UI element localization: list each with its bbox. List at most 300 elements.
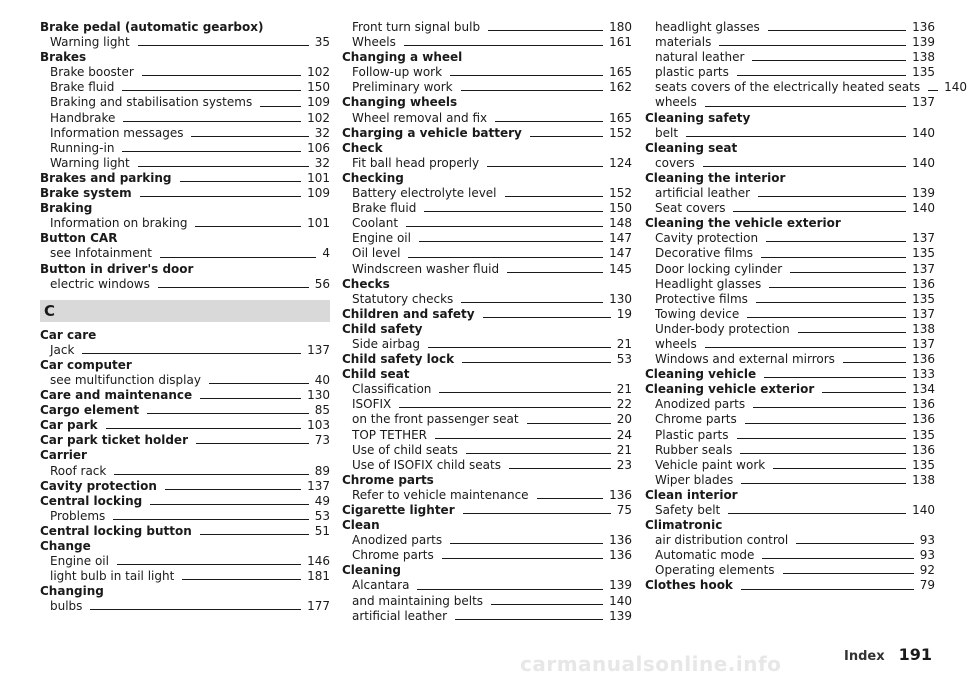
- entry-term: Charging a vehicle battery: [342, 125, 522, 140]
- entry-page-number: 150: [609, 201, 632, 216]
- entry-term: Classification: [352, 382, 432, 397]
- entry-page-number: 53: [314, 508, 330, 523]
- entry-term: electric windows: [50, 276, 150, 291]
- leader-line: [758, 196, 906, 197]
- index-heading: Car computer: [40, 357, 132, 372]
- page-footer: [844, 645, 932, 664]
- index-entry-sub[interactable]: [645, 292, 935, 307]
- entry-page-number: 23: [616, 457, 632, 472]
- entry-term: Use of ISOFIX child seats: [352, 457, 501, 472]
- index-entry-sub[interactable]: [645, 156, 935, 171]
- index-heading: Cleaning safety: [645, 110, 751, 125]
- entry-term: Cargo element: [40, 403, 140, 418]
- index-entry-main[interactable]: [645, 382, 935, 397]
- leader-line: [766, 241, 906, 242]
- index-entry-sub[interactable]: [342, 35, 632, 50]
- leader-line: [450, 543, 603, 544]
- index-entry-sub[interactable]: [40, 95, 330, 110]
- entry-term: Brakes and parking: [40, 170, 172, 185]
- entry-term: Oil level: [352, 246, 401, 261]
- entry-term: Use of child seats: [352, 442, 458, 457]
- entry-term: Brake fluid: [50, 80, 115, 95]
- leader-line: [406, 226, 603, 227]
- leader-line: [686, 136, 906, 137]
- entry-page-number: 145: [609, 261, 632, 276]
- entry-page-number: 135: [912, 457, 935, 472]
- leader-line: [509, 468, 611, 469]
- entry-term: Rubber seals: [655, 442, 733, 457]
- entry-term: seats covers of the electrically heated seats: [655, 80, 921, 95]
- index-entry-sub[interactable]: [645, 65, 935, 80]
- index-entry-sub[interactable]: [645, 20, 935, 35]
- leader-line: [138, 166, 309, 167]
- leader-line: [439, 392, 610, 393]
- index-column-1: [40, 20, 330, 614]
- index-entry-sub[interactable]: [40, 554, 330, 569]
- leader-line: [747, 317, 906, 318]
- index-entry-sub[interactable]: [342, 80, 632, 95]
- leader-line: [491, 604, 603, 605]
- index-heading: Changing a wheel: [342, 50, 463, 65]
- index-entry-sub[interactable]: [342, 20, 632, 35]
- entry-page-number: 161: [609, 35, 632, 50]
- leader-line: [719, 45, 906, 46]
- index-entry-sub[interactable]: [645, 503, 935, 518]
- leader-line: [733, 211, 906, 212]
- entry-term: see multifunction display: [50, 372, 201, 387]
- index-heading: Cleaning: [342, 563, 401, 578]
- index-entry-sub[interactable]: [645, 337, 935, 352]
- page-number: 191: [898, 645, 932, 664]
- entry-page-number: 109: [307, 186, 330, 201]
- index-entry-sub[interactable]: [645, 277, 935, 292]
- index-entry-sub[interactable]: [342, 246, 632, 261]
- leader-line: [461, 90, 603, 91]
- entry-page-number: 133: [912, 367, 935, 382]
- entry-term: Operating elements: [655, 563, 775, 578]
- entry-term: materials: [655, 35, 712, 50]
- entry-term: Roof rack: [50, 463, 107, 478]
- entry-term: Anodized parts: [655, 397, 746, 412]
- leader-line: [209, 383, 309, 384]
- index-entry-sub[interactable]: [645, 412, 935, 427]
- entry-term: Wheel removal and fix: [352, 110, 488, 125]
- leader-line: [142, 75, 301, 76]
- entry-term: Preliminary work: [352, 80, 453, 95]
- index-entry-sub[interactable]: [645, 262, 935, 277]
- entry-page-number: 138: [912, 50, 935, 65]
- index-entry-sub[interactable]: [342, 186, 632, 201]
- leader-line: [106, 428, 302, 429]
- entry-term: Child safety lock: [342, 352, 455, 367]
- entry-term: Brake fluid: [352, 201, 417, 216]
- entry-page-number: 136: [609, 533, 632, 548]
- leader-line: [123, 121, 301, 122]
- entry-page-number: 106: [307, 140, 330, 155]
- leader-line: [728, 513, 906, 514]
- entry-term: Windows and external mirrors: [655, 352, 835, 367]
- entry-page-number: 130: [609, 291, 632, 306]
- entry-term: Battery electrolyte level: [352, 186, 497, 201]
- entry-page-number: 148: [609, 216, 632, 231]
- entry-page-number: 139: [912, 186, 935, 201]
- leader-line: [790, 272, 906, 273]
- entry-page-number: 53: [616, 352, 632, 367]
- index-entry-sub[interactable]: [342, 397, 632, 412]
- index-entry-main[interactable]: [645, 367, 935, 382]
- leader-line: [404, 45, 603, 46]
- leader-line: [82, 353, 301, 354]
- leader-line: [768, 30, 906, 31]
- entry-term: and maintaining belts: [352, 593, 484, 608]
- entry-page-number: 140: [912, 125, 935, 140]
- entry-page-number: 147: [609, 231, 632, 246]
- entry-page-number: 136: [609, 487, 632, 502]
- leader-line: [783, 573, 914, 574]
- entry-page-number: 177: [307, 599, 330, 614]
- index-entry-sub[interactable]: [645, 95, 935, 110]
- entry-page-number: 138: [912, 321, 935, 336]
- index-entry-main[interactable]: [342, 352, 632, 367]
- leader-line: [428, 347, 611, 348]
- leader-line: [461, 302, 603, 303]
- entry-page-number: 137: [912, 336, 935, 351]
- index-entry-sub[interactable]: [645, 80, 967, 95]
- entry-page-number: 32: [314, 125, 330, 140]
- entry-page-number: 181: [307, 569, 330, 584]
- index-entry-sub[interactable]: [40, 464, 330, 479]
- entry-term: Wheels: [352, 35, 396, 50]
- index-entry-sub[interactable]: [645, 307, 935, 322]
- entry-term: Central locking button: [40, 523, 192, 538]
- index-entry-sub[interactable]: [40, 111, 330, 126]
- entry-term: Warning light: [50, 155, 130, 170]
- index-heading: Clean interior: [645, 487, 738, 502]
- leader-line: [442, 558, 603, 559]
- entry-term: Decorative films: [655, 246, 754, 261]
- entry-page-number: 140: [912, 503, 935, 517]
- index-entry-sub[interactable]: [645, 246, 935, 261]
- index-entry-main[interactable]: [342, 503, 632, 518]
- index-entry-sub[interactable]: [645, 397, 935, 412]
- index-entry-sub[interactable]: [645, 458, 935, 473]
- index-entry-sub[interactable]: [645, 35, 935, 50]
- leader-line: [260, 106, 301, 107]
- index-entry-sub[interactable]: [645, 352, 935, 367]
- entry-term: artificial leather: [655, 186, 751, 201]
- index-entry-sub[interactable]: [40, 373, 330, 388]
- index-entry-sub[interactable]: [645, 443, 935, 458]
- index-heading: Cleaning the interior: [645, 170, 786, 185]
- entry-term: Cavity protection: [40, 478, 157, 493]
- index-entry-sub[interactable]: [342, 156, 632, 171]
- index-entry-sub[interactable]: [342, 458, 632, 473]
- entry-page-number: 136: [912, 412, 935, 427]
- index-entry-sub[interactable]: [342, 428, 632, 443]
- leader-line: [703, 166, 906, 167]
- entry-term: air distribution control: [655, 533, 789, 548]
- index-entry-main[interactable]: [40, 388, 330, 403]
- leader-line: [530, 136, 603, 137]
- index-entry-sub[interactable]: [645, 322, 935, 337]
- index-entry-sub[interactable]: [645, 473, 935, 488]
- index-heading: Child seat: [342, 367, 410, 382]
- leader-line: [182, 579, 301, 580]
- entry-page-number: 137: [912, 261, 935, 276]
- leader-line: [507, 272, 603, 273]
- index-entry-sub[interactable]: [342, 111, 632, 126]
- entry-page-number: 20: [616, 412, 632, 427]
- index-entry-main[interactable]: [40, 418, 330, 433]
- index-entry-main[interactable]: [342, 126, 632, 141]
- index-entry-sub[interactable]: [342, 231, 632, 246]
- entry-term: Jack: [50, 342, 75, 357]
- index-entry-main[interactable]: [40, 171, 330, 186]
- entry-page-number: 136: [912, 352, 935, 367]
- leader-line: [796, 543, 913, 544]
- leader-line: [417, 589, 603, 590]
- entry-term: Braking and stabilisation systems: [50, 95, 253, 110]
- entry-page-number: 22: [616, 397, 632, 412]
- index-heading: Changing: [40, 584, 104, 599]
- leader-line: [150, 504, 308, 505]
- entry-term: Safety belt: [655, 503, 721, 517]
- entry-term: wheels: [655, 336, 697, 351]
- entry-term: Care and maintenance: [40, 388, 193, 403]
- entry-page-number: 136: [609, 548, 632, 563]
- leader-line: [165, 489, 301, 490]
- entry-term: Engine oil: [50, 554, 109, 569]
- leader-line: [705, 106, 906, 107]
- entry-page-number: 140: [912, 155, 935, 170]
- entry-page-number: 85: [314, 403, 330, 418]
- entry-page-number: 137: [307, 342, 330, 357]
- leader-line: [741, 483, 906, 484]
- entry-term: Engine oil: [352, 231, 411, 246]
- entry-page-number: 135: [912, 246, 935, 261]
- leader-line: [113, 519, 308, 520]
- index-heading: Brakes: [40, 50, 87, 65]
- index-entry-main[interactable]: [40, 433, 330, 448]
- index-heading: Climatronic: [645, 518, 723, 533]
- entry-term: natural leather: [655, 50, 745, 65]
- index-heading: Button CAR: [40, 231, 118, 246]
- index-entry-sub[interactable]: [645, 126, 935, 141]
- leader-line: [117, 564, 301, 565]
- entry-page-number: 135: [912, 291, 935, 306]
- index-heading: Carrier: [40, 448, 87, 463]
- index-entry-sub[interactable]: [645, 50, 935, 65]
- leader-line: [745, 423, 906, 424]
- index-entry-sub[interactable]: [645, 231, 935, 246]
- leader-line: [761, 257, 906, 258]
- entry-term: Seat covers: [655, 201, 726, 216]
- entry-page-number: 130: [307, 388, 330, 403]
- entry-page-number: 124: [609, 155, 632, 170]
- leader-line: [180, 181, 302, 182]
- index-column-3: [645, 20, 967, 594]
- index-heading: Change: [40, 539, 91, 553]
- leader-line: [764, 377, 906, 378]
- leader-line: [200, 534, 309, 535]
- footer-label: Index: [843, 649, 885, 664]
- leader-line: [483, 317, 611, 318]
- entry-term: Chrome parts: [655, 412, 737, 427]
- index-entry-sub[interactable]: [40, 509, 330, 524]
- index-entry-main[interactable]: [40, 479, 330, 494]
- entry-term: Front turn signal bulb: [352, 20, 481, 34]
- entry-term: Information messages: [50, 125, 184, 140]
- index-entry-sub[interactable]: [342, 412, 632, 427]
- entry-page-number: 134: [912, 382, 935, 397]
- entry-page-number: 137: [307, 478, 330, 493]
- entry-term: Side airbag: [352, 336, 420, 351]
- index-entry-sub[interactable]: [645, 563, 935, 578]
- index-entry-sub[interactable]: [40, 246, 330, 261]
- entry-page-number: 101: [307, 216, 330, 231]
- entry-term: Anodized parts: [352, 533, 443, 548]
- entry-term: Statutory checks: [352, 291, 454, 306]
- leader-line: [769, 287, 906, 288]
- entry-page-number: 180: [609, 20, 632, 34]
- index-entry-sub[interactable]: [645, 186, 935, 201]
- section-letter-header: C: [40, 300, 330, 322]
- entry-term: covers: [655, 155, 695, 170]
- leader-line: [419, 241, 603, 242]
- leader-line: [90, 609, 301, 610]
- index-entry-main[interactable]: [40, 524, 330, 539]
- index-entry-main[interactable]: [645, 578, 935, 593]
- index-entry-sub[interactable]: [342, 216, 632, 231]
- leader-line: [435, 438, 611, 439]
- index-entry-sub[interactable]: [40, 343, 330, 358]
- index-entry-sub[interactable]: [40, 35, 330, 50]
- index-entry-sub[interactable]: [342, 548, 632, 563]
- leader-line: [773, 468, 906, 469]
- index-entry-sub[interactable]: [342, 201, 632, 216]
- entry-page-number: 73: [314, 433, 330, 448]
- leader-line: [158, 287, 309, 288]
- index-entry-main[interactable]: [342, 307, 632, 322]
- entry-term: Brake booster: [50, 65, 134, 80]
- leader-line: [822, 392, 906, 393]
- entry-page-number: 4: [322, 246, 330, 261]
- entry-page-number: 138: [912, 472, 935, 487]
- index-entry-sub[interactable]: [40, 80, 330, 95]
- index-entry-sub[interactable]: [40, 65, 330, 80]
- index-entry-sub[interactable]: [342, 443, 632, 458]
- entry-page-number: 165: [609, 65, 632, 80]
- entry-term: Handbrake: [50, 110, 116, 125]
- entry-page-number: 24: [616, 427, 632, 442]
- index-heading: Checks: [342, 276, 390, 291]
- index-entry-sub[interactable]: [342, 533, 632, 548]
- leader-line: [408, 257, 603, 258]
- index-entry-sub[interactable]: [342, 488, 632, 503]
- index-column-2: [342, 20, 632, 624]
- entry-page-number: 140: [944, 80, 967, 95]
- entry-term: belt: [655, 125, 679, 140]
- index-heading: Braking: [40, 201, 93, 216]
- entry-term: Cigarette lighter: [342, 503, 455, 517]
- index-entry-sub[interactable]: [645, 428, 935, 443]
- index-heading: Changing wheels: [342, 95, 458, 110]
- index-entry-sub[interactable]: [40, 156, 330, 171]
- index-heading: Check: [342, 140, 383, 155]
- index-entry-sub[interactable]: [342, 337, 632, 352]
- index-entry-sub[interactable]: [645, 533, 935, 548]
- leader-line: [424, 211, 603, 212]
- leader-line: [705, 347, 906, 348]
- entry-term: on the front passenger seat: [352, 412, 519, 427]
- entry-page-number: 40: [314, 372, 330, 387]
- entry-page-number: 152: [609, 186, 632, 201]
- index-entry-sub[interactable]: [645, 201, 935, 216]
- leader-line: [752, 60, 906, 61]
- entry-term: Towing device: [655, 306, 740, 321]
- leader-line: [195, 226, 301, 227]
- entry-term: light bulb in tail light: [50, 569, 175, 584]
- leader-line: [466, 453, 611, 454]
- index-entry-sub[interactable]: [40, 141, 330, 156]
- leader-line: [798, 332, 906, 333]
- leader-line: [450, 75, 603, 76]
- entry-page-number: 89: [314, 463, 330, 478]
- leader-line: [527, 423, 611, 424]
- entry-term: Plastic parts: [655, 427, 729, 442]
- index-heading: Car care: [40, 327, 97, 342]
- index-entry-sub[interactable]: [342, 382, 632, 397]
- leader-line: [122, 90, 301, 91]
- leader-line: [200, 398, 301, 399]
- entry-term: Problems: [50, 508, 106, 523]
- index-entry-sub[interactable]: [342, 262, 632, 277]
- entry-page-number: 102: [307, 65, 330, 80]
- entry-term: Cavity protection: [655, 231, 759, 246]
- entry-term: ISOFIX: [352, 397, 392, 412]
- index-heading: Checking: [342, 170, 404, 185]
- index-entry-main[interactable]: [40, 403, 330, 418]
- index-entry-sub[interactable]: [342, 292, 632, 307]
- index-entry-sub[interactable]: [40, 569, 330, 584]
- index-entry-sub[interactable]: [40, 126, 330, 141]
- index-entry-sub[interactable]: [342, 594, 632, 609]
- index-entry-main[interactable]: [40, 494, 330, 509]
- entry-term: TOP TETHER: [352, 427, 428, 442]
- entry-term: Running-in: [50, 140, 115, 155]
- index-entry-sub[interactable]: [645, 548, 935, 563]
- entry-term: Door locking cylinder: [655, 261, 783, 276]
- entry-page-number: 21: [616, 336, 632, 351]
- index-heading: Chrome parts: [342, 472, 434, 487]
- leader-line: [843, 362, 906, 363]
- index-entry-sub[interactable]: [40, 277, 330, 292]
- entry-page-number: 140: [609, 593, 632, 608]
- entry-page-number: 139: [912, 35, 935, 50]
- index-entry-main[interactable]: [40, 186, 330, 201]
- entry-term: Car park ticket holder: [40, 433, 188, 448]
- leader-line: [537, 498, 604, 499]
- index-entry-sub[interactable]: [342, 65, 632, 80]
- index-entry-sub[interactable]: [40, 599, 330, 614]
- index-heading: Cleaning seat: [645, 140, 738, 155]
- entry-page-number: 135: [912, 427, 935, 442]
- index-entry-sub[interactable]: [342, 578, 632, 593]
- leader-line: [488, 30, 603, 31]
- entry-term: bulbs: [50, 599, 83, 614]
- index-entry-sub[interactable]: [342, 609, 632, 624]
- index-entry-sub[interactable]: [40, 216, 330, 231]
